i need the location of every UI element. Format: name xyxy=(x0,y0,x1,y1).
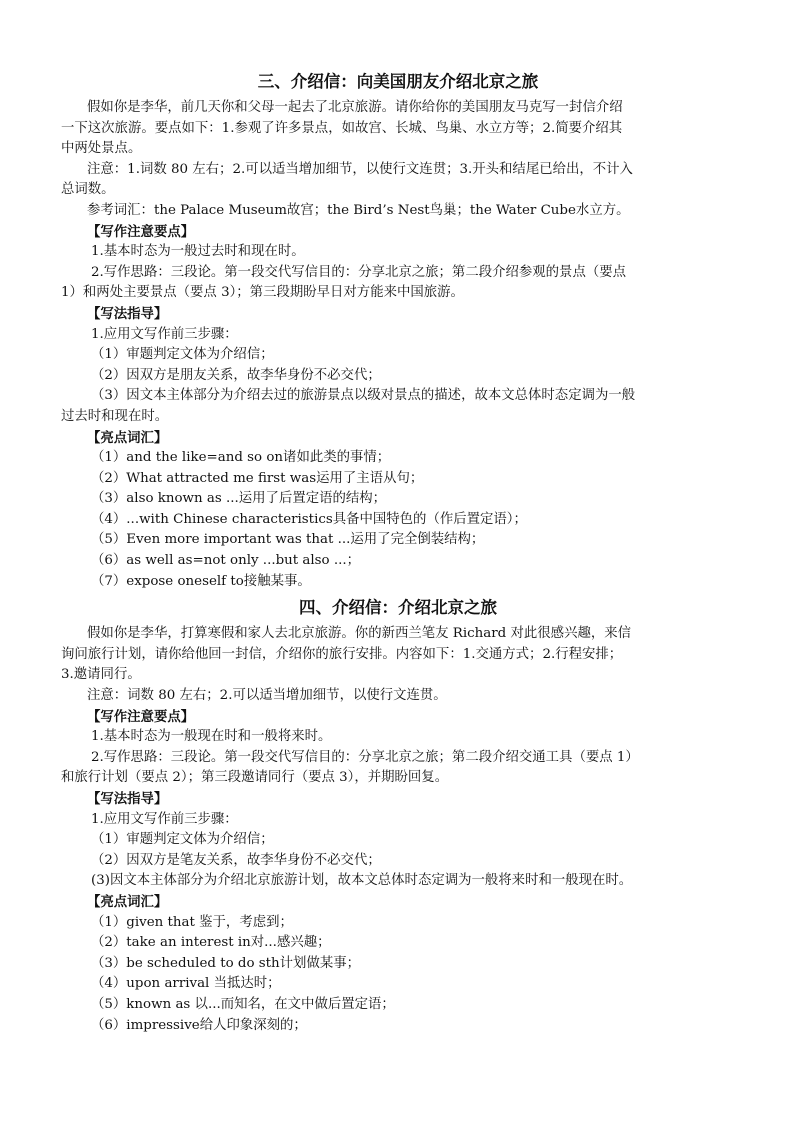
section4-highlight-2: （2）take an interest in对...感兴趣； xyxy=(91,935,331,951)
section4-prompt-line-2: 询问旅行计划，请你给他回一封信，介绍你的旅行安排。内容如下：1.交通方式；2.行程安排； xyxy=(61,646,623,662)
section3-guide-line-3: （2）因双方是朋友关系，故李华身份不必交代； xyxy=(91,367,381,383)
section3-highlight-5: （5）Even more important was that ...运用了完全倒装结构； xyxy=(91,532,485,548)
section3-prompt-line-2: 一下这次旅游。要点如下：1.参观了许多景点，如故宫、长城、鸟巢、水立方等；2.简要介绍其 xyxy=(61,120,623,136)
section4-guide-line-3: （2）因双方是笔友关系，故李华身份不必交代； xyxy=(91,852,381,868)
section4-guide-line-1: 1.应用文写作前三步骤： xyxy=(91,811,238,827)
section4-points-line-3: 和旅行计划（要点 2）；第三段邀请同行（要点 3），并期盼回复。 xyxy=(61,770,449,786)
section3-points-line-1: 1.基本时态为一般过去时和现在时。 xyxy=(91,244,305,260)
section3-guide-line-2: （1）审题判定文体为介绍信； xyxy=(91,347,274,363)
section3-highlight-3: （3）also known as ...运用了后置定语的结构； xyxy=(91,491,387,507)
section4-guide-line-4: (3)因文本主体部分为介绍北京旅游计划，故本文总体时态定调为一般将来时和一般现在时。 xyxy=(91,873,633,889)
section3-vocab-line: 参考词汇：the Palace Museum故宫；the Bird’s Nest鸟巢；the Water Cube水立方。 xyxy=(87,202,630,218)
section3-points-line-3: 1）和两处主要景点（要点 3）；第三段期盼早日对方能来中国旅游。 xyxy=(61,285,464,301)
section4-points-line-2: 2.写作思路：三段论。第一段交代写信目的：分享北京之旅；第二段介绍交通工具（要点 1） xyxy=(91,749,639,765)
section4-highlight-1: （1）given that 鉴于，考虑到； xyxy=(91,914,293,930)
section3-prompt-line-1: 假如你是李华，前几天你和父母一起去了北京旅游。请你给你的美国朋友马克写一封信介绍 xyxy=(87,100,623,115)
section3-note-line-2: 总词数。 xyxy=(61,182,115,198)
section3-note-line-1: 注意：1.词数 80 左右；2.可以适当增加细节，以使行文连贯；3.开头和结尾已给出，不计入 xyxy=(87,161,633,177)
document-page xyxy=(61,66,735,1036)
section3-points-line-2: 2.写作思路：三段论。第一段交代写信目的：分享北京之旅；第二段介绍参观的景点（要点 xyxy=(91,264,627,280)
section3-guide-line-5: 过去时和现在时。 xyxy=(61,408,169,424)
section3-highlight-7: （7）expose oneself to接触某事。 xyxy=(91,573,311,589)
section3-points-heading: 【写作注意要点】 xyxy=(87,223,195,240)
section3-guide-line-4: （3）因文本主体部分为介绍去过的旅游景点以级对景点的描述，故本文总体时态定调为一般 xyxy=(91,388,636,404)
section3-highlight-4: （4）...with Chinese characteristics具备中国特色的（作后置定语）； xyxy=(91,511,527,527)
section3-prompt-line-3: 中两处景点。 xyxy=(61,141,142,157)
section3-vocab-heading: 【亮点词汇】 xyxy=(87,429,168,446)
section4-highlight-4: （4）upon arrival 当抵达时； xyxy=(91,976,281,992)
section4-highlight-5: （5）known as 以...而知名，在文中做后置定语； xyxy=(91,996,395,1012)
section4-title: 四、介绍信：介绍北京之旅 xyxy=(299,598,497,618)
section3-highlight-1: （1）and the like=and so on诸如此类的事情； xyxy=(91,450,391,466)
section4-prompt-line-3: 3.邀请同行。 xyxy=(61,667,141,683)
section4-highlight-3: （3）be scheduled to do sth计划做某事； xyxy=(91,955,361,971)
section4-points-line-1: 1.基本时态为一般现在时和一般将来时。 xyxy=(91,729,332,745)
section3-guide-line-1: 1.应用文写作前三步骤： xyxy=(91,326,238,342)
section3-guide-heading: 【写法指导】 xyxy=(87,305,168,322)
section4-guide-heading: 【写法指导】 xyxy=(87,791,168,807)
section4-prompt-line-1: 假如你是李华，打算寒假和家人去北京旅游。你的新西兰笔友 Richard 对此很感兴趣，来信 xyxy=(87,626,632,642)
section4-highlight-6: （6）impressive给人印象深刻的； xyxy=(91,1017,307,1033)
section3-highlight-6: （6）as well as=not only ...but also ...； xyxy=(91,553,361,569)
section4-vocab-heading: 【亮点词汇】 xyxy=(87,893,168,910)
section3-highlight-2: （2）What attracted me first was运用了主语从句； xyxy=(91,470,424,486)
section4-guide-line-2: （1）审题判定文体为介绍信； xyxy=(91,832,274,848)
section4-note-line: 注意：词数 80 左右；2.可以适当增加细节，以使行文连贯。 xyxy=(87,688,447,704)
section4-points-heading: 【写作注意要点】 xyxy=(87,708,195,725)
section3-title: 三、介绍信：向美国朋友介绍北京之旅 xyxy=(257,72,539,91)
